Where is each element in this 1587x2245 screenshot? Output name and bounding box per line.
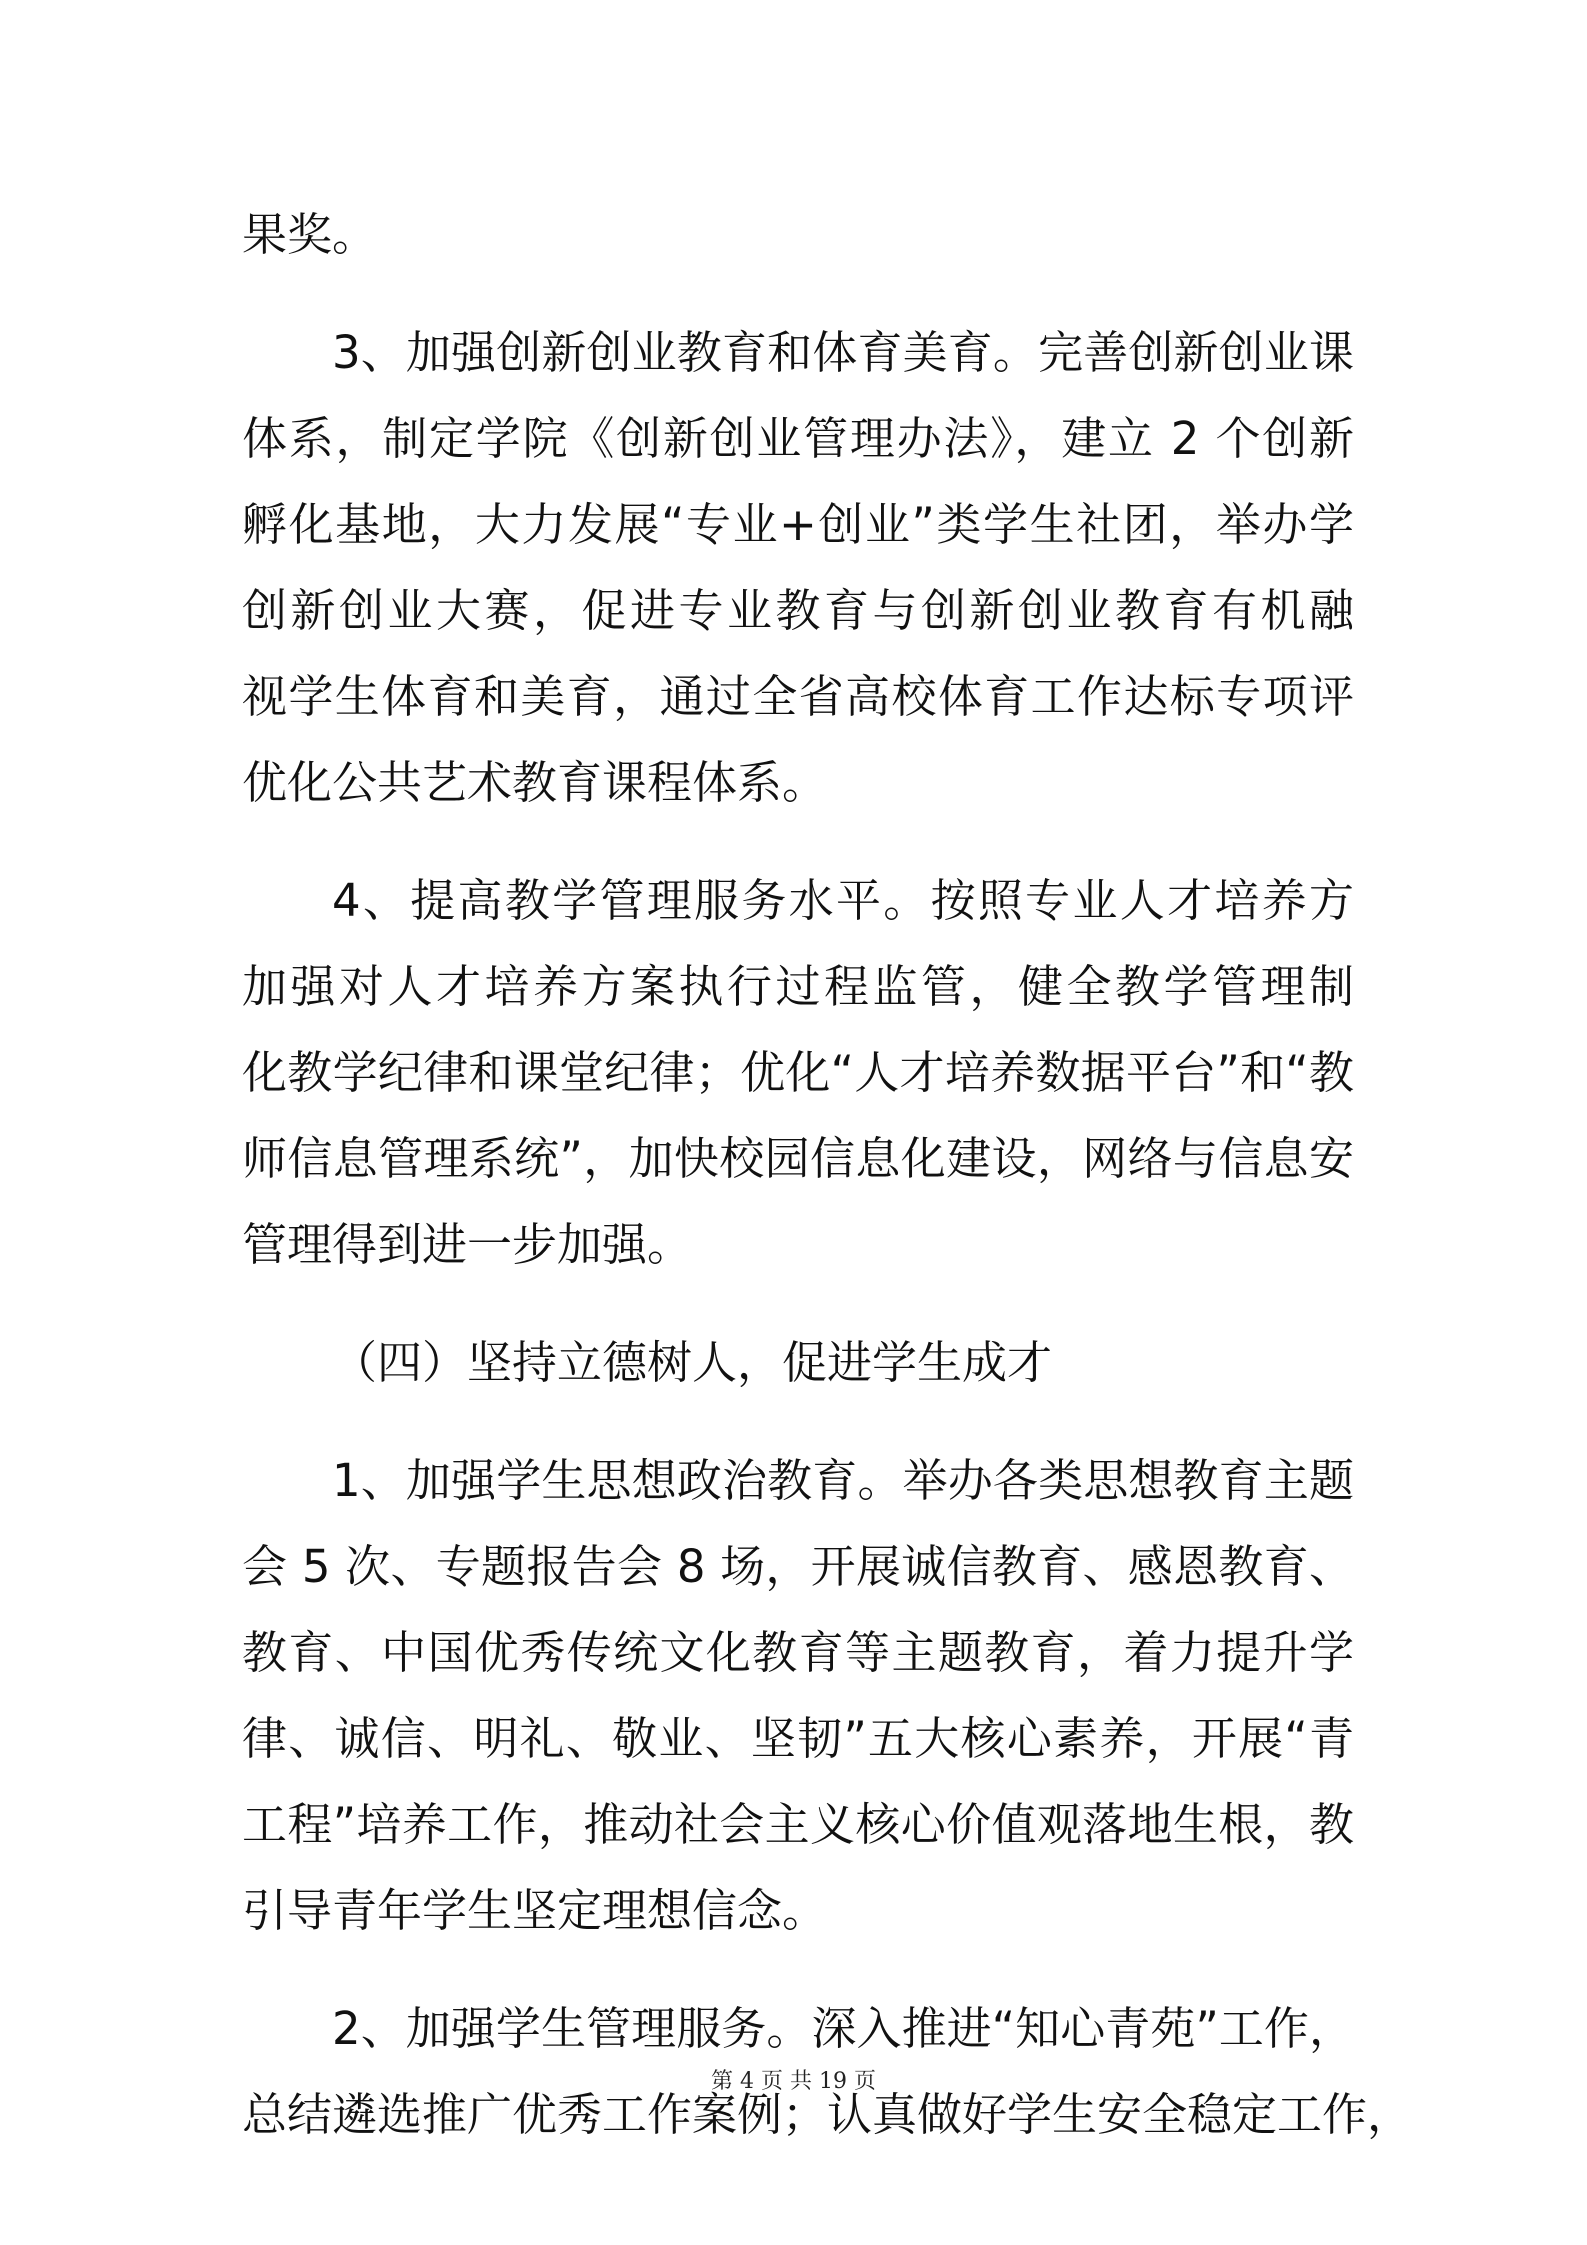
text-line: 会 5 次、专题报告会 8 场，开展诚信教育、感恩教育、	[242, 1540, 1354, 1593]
text-line: 优化公共艺术教育课程体系。	[242, 756, 828, 809]
text-line: 化教学纪律和课堂纪律；优化“人才培养数据平台”和“教	[242, 1046, 1354, 1099]
text-line: 孵化基地，大力发展“专业+创业”类学生社团，举办学	[242, 498, 1354, 551]
text-line: 律、诚信、明礼、敬业、坚韧”五大核心素养，开展“青	[242, 1712, 1354, 1765]
text-line: 管理得到进一步加强。	[242, 1218, 693, 1271]
text-line: 师信息管理系统”，加快校园信息化建设，网络与信息安	[242, 1132, 1354, 1185]
text-line: 1、加强学生思想政治教育。举办各类思想教育主题	[332, 1454, 1354, 1507]
text-line: 引导青年学生坚定理想信念。	[242, 1884, 828, 1937]
text-line: 加强对人才培养方案执行过程监管，健全教学管理制	[242, 960, 1354, 1013]
text-line: 总结遴选推广优秀工作案例；认真做好学生安全稳定工作，	[242, 2088, 1413, 2141]
text-line: 体系，制定学院《创新创业管理办法》，建立 2 个创新	[242, 412, 1354, 465]
paragraph	[242, 192, 1354, 278]
body-text	[242, 192, 1413, 2158]
text-line: 3、加强创新创业教育和体育美育。完善创新创业课	[332, 326, 1354, 379]
text-line: （四）坚持立德树人，促进学生成才	[332, 1336, 1053, 1389]
text-line: 果奖。	[242, 208, 378, 261]
paragraph	[242, 310, 1354, 826]
paragraph	[242, 858, 1354, 1288]
text-line: 教育、中国优秀传统文化教育等主题教育，着力提升学	[242, 1626, 1354, 1679]
text-line: 视学生体育和美育，通过全省高校体育工作达标专项评	[242, 670, 1354, 723]
text-line: 2、加强学生管理服务。深入推进“知心青苑”工作，	[332, 2002, 1354, 2055]
text-line: 4、提高教学管理服务水平。按照专业人才培养方	[332, 874, 1354, 927]
paragraph	[242, 1320, 1354, 1406]
text-line: 创新创业大赛，促进专业教育与创新创业教育有机融	[242, 584, 1354, 637]
paragraph	[242, 1438, 1354, 1954]
page-footer: 第 4 页 共 19 页	[711, 2069, 876, 2094]
text-line: 工程”培养工作，推动社会主义核心价值观落地生根，教	[242, 1798, 1354, 1851]
